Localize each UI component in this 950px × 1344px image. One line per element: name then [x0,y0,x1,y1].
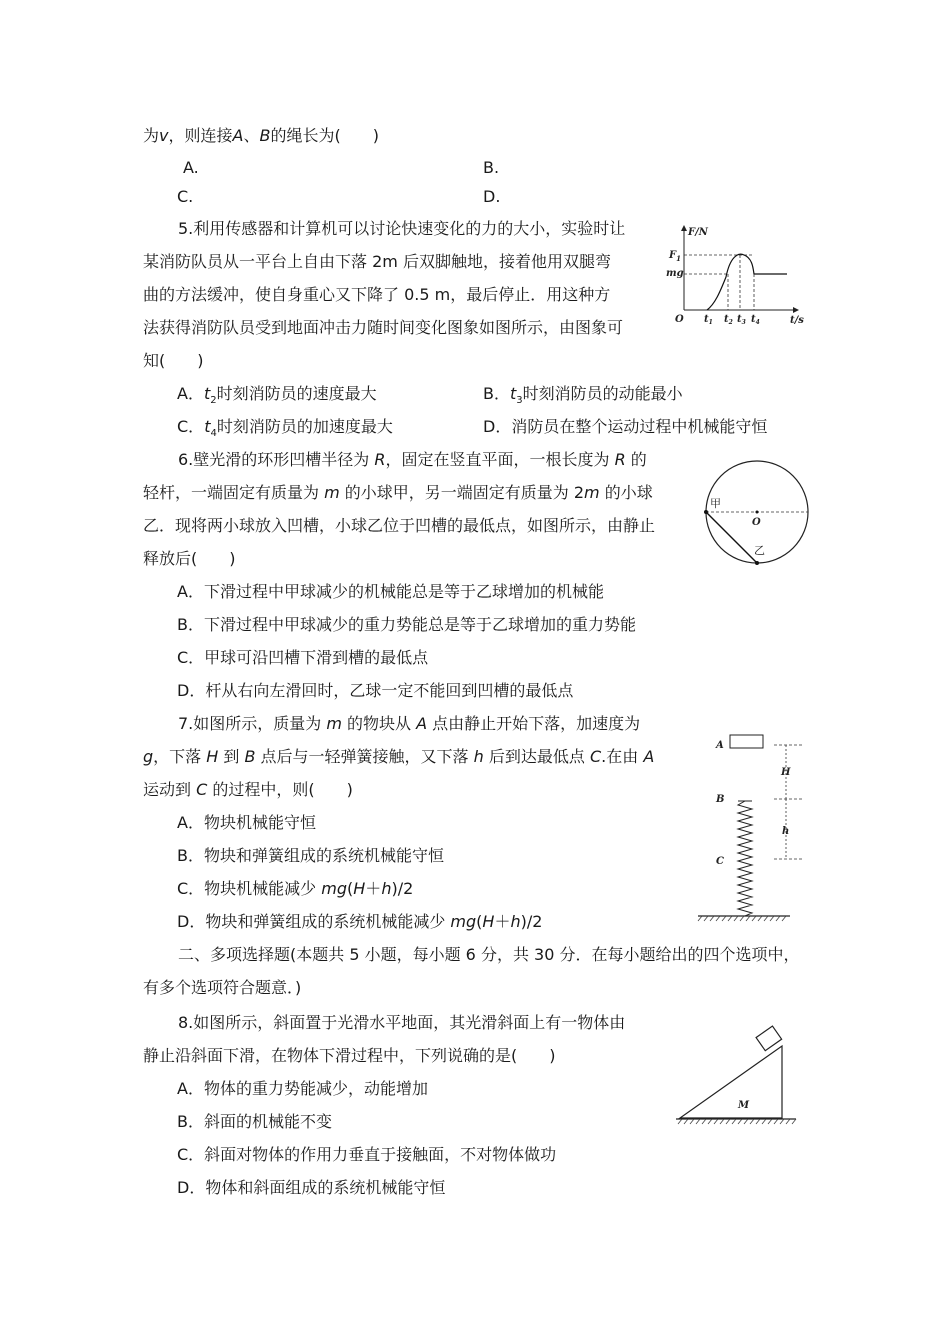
q6-ring-groove-figure [700,456,812,568]
svg-text:乙 [754,544,765,557]
q5-option-d[interactable]: D．消防员在整个运动过程中机械能守恒 [483,417,768,436]
t3-tick-label: $t_3$ [737,314,746,326]
label-center-o: O [752,517,761,528]
label-b: B [716,794,725,805]
q8-option-c[interactable]: C．斜面对物体的作用力垂直于接触面，不对物体做功 [177,1145,557,1164]
q4-stem-continuation: 为v，则连接A、B的绳长为( ) [143,126,379,145]
q6-option-b[interactable]: B．下滑过程中甲球减少的重力势能总是等于乙球增加的重力势能 [177,615,636,634]
q5-stem-line1: 5.利用传感器和计算机可以讨论快速变化的力的大小，实验时让 [178,219,626,238]
q7-option-a[interactable]: A．物块机械能守恒 [177,813,316,832]
q5-stem-line3: 曲的方法缓冲，使自身重心又下降了 0.5 m，最后停止．用这种方 [143,285,611,304]
svg-text:t/s [790,315,804,326]
svg-text:甲 [710,497,721,510]
label-small-h: h [782,826,790,837]
q8-option-d[interactable]: D．物体和斜面组成的系统机械能守恒 [177,1178,446,1197]
section2-heading-line2: 有多个选项符合题意．) [143,978,302,997]
q6-stem-line2: 轻杆，一端固定有质量为 m 的小球甲，另一端固定有质量为 2m 的小球 [143,483,653,502]
q8-incline-figure [676,1018,804,1130]
svg-text:O [675,314,684,325]
svg-text:H [780,767,791,778]
block [730,735,763,748]
t2-tick-label: $t_2$ [724,314,733,326]
incline [680,1046,782,1118]
q4-option-a[interactable]: A. [183,158,199,177]
floor-hatch [678,1119,796,1124]
center-point [756,511,759,514]
svg-text:F/N [687,227,709,238]
q8-option-a[interactable]: A．物体的重力势能减少，动能增加 [177,1079,428,1098]
svg-text:A [715,740,724,751]
label-jia: 甲 [710,497,721,510]
q6-stem-line4: 释放后( ) [143,549,236,568]
q6-stem-line3: 乙．现将两小球放入凹槽，小球乙位于凹槽的最低点，如图所示，由静止 [143,516,656,535]
q7-option-c[interactable]: C．物块机械能减少 mg(H＋h)/2 [177,879,414,898]
label-big-h: H [781,767,791,778]
mg-label: mg [666,268,684,279]
label-a: A [716,740,724,751]
q5-stem-line5: 知( ) [143,351,204,370]
q5-stem-line2: 某消防队员从一平台上自由下落 2m 后双脚触地，接着他用双腿弯 [143,252,611,271]
q5-stem-line4: 法获得消防队员受到地面冲击力随时间变化图象如图所示，由图象可 [143,318,624,337]
q6-option-d[interactable]: D．杆从右向左滑回时，乙球一定不能回到凹槽的最低点 [177,681,574,700]
x-axis-label: t/s [790,315,804,326]
svg-text:O [752,517,761,528]
q4-option-b[interactable]: B. [483,158,500,177]
q4-option-c[interactable]: C. [177,187,194,206]
ball-yi [755,561,759,565]
force-curve [707,254,787,310]
q7-stem-line2: g，下落 H 到 B 点后与一轻弹簧接触，又下落 h 后到达最低点 C.在由 A [143,747,655,766]
q5-option-b[interactable]: B．$t_3$时刻消防员的动能最小 [483,384,683,407]
q6-option-a[interactable]: A．下滑过程中甲球减少的机械能总是等于乙球增加的机械能 [177,582,604,601]
ball-jia [704,510,708,514]
q7-block-spring-figure [698,728,810,928]
y-axis-label: F/N [688,227,708,238]
light-rod [706,512,757,563]
svg-text:B [715,794,724,805]
q8-option-b[interactable]: B．斜面的机械能不变 [177,1112,332,1131]
svg-text:M [737,1100,750,1111]
sliding-block [756,1026,782,1051]
origin-label: O [675,314,684,325]
svg-text:C [716,856,724,867]
label-c: C [716,856,724,867]
q7-stem-line3: 运动到 C 的过程中，则( ) [143,780,353,799]
ground-hatch [698,916,786,921]
f1-label: F [669,250,677,261]
q5-force-time-figure [660,222,810,330]
section2-heading-line1: 二、多项选择题(本题共 5 小题，每小题 6 分，共 30 分．在每小题给出的四个选项中， [178,945,800,964]
q5-option-c[interactable]: C．$t_4$时刻消防员的加速度最大 [177,417,393,440]
q7-stem-line1: 7.如图所示，质量为 m 的物块从 A 点由静止开始下落，加速度为 [178,714,641,733]
q6-stem-line1: 6.壁光滑的环形凹槽半径为 R，固定在竖直平面，一根长度为 R 的 [178,450,647,469]
label-yi: 乙 [754,544,765,557]
q5-option-a[interactable]: A．$t_2$时刻消防员的速度最大 [177,384,377,407]
q8-stem-line2: 静止沿斜面下滑，在物体下滑过程中，下列说确的是( ) [143,1046,556,1065]
label-m: M [738,1100,750,1111]
t1-tick-label: $t_1$ [704,314,713,326]
svg-text:mg [666,268,684,279]
spring [738,801,752,916]
q7-option-d[interactable]: D．物块和弹簧组成的系统机械能减少 mg(H＋h)/2 [177,912,543,931]
svg-text:h [782,826,789,837]
q6-option-c[interactable]: C．甲球可沿凹槽下滑到槽的最低点 [177,648,429,667]
q8-stem-line1: 8.如图所示，斜面置于光滑水平地面，其光滑斜面上有一物体由 [178,1013,626,1032]
q4-option-d[interactable]: D. [483,187,501,206]
q7-option-b[interactable]: B．物块和弹簧组成的系统机械能守恒 [177,846,444,865]
svg-text:F1: $F_1$ [669,250,681,263]
t4-tick-label: $t_4$ [751,314,760,326]
